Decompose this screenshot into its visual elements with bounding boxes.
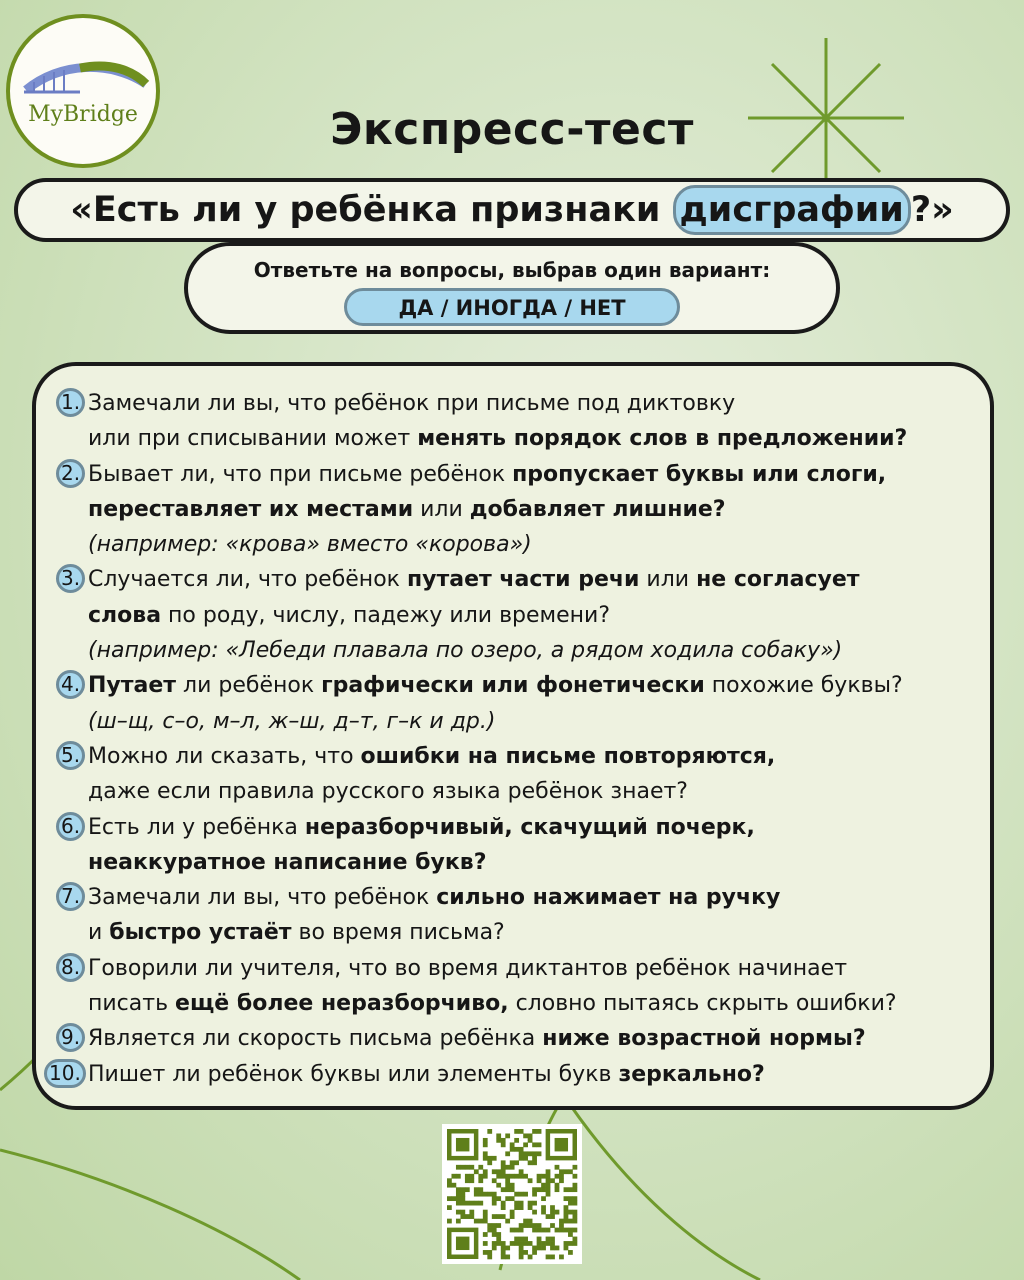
question-item: [56, 386, 978, 457]
question-text-bold: добавляет лишние?: [469, 496, 726, 522]
question-text-bold: графически или фонетически: [321, 673, 705, 699]
page-title: Экспресс-тест: [330, 104, 694, 155]
question-example: (например: «крова» вместо «корова»): [88, 532, 532, 558]
question-text-bold: ещё более неразборчиво,: [175, 991, 509, 1017]
question-number-badge: 1.: [56, 388, 85, 417]
question-text-bold: быстро устаёт: [109, 920, 292, 946]
answer-options-badge: ДА / ИНОГДА / НЕТ: [344, 288, 680, 326]
instructions-text: Ответьте на вопросы, выбрав один вариант:: [253, 258, 771, 282]
question-item: [56, 562, 978, 668]
questions-list: [32, 362, 994, 1110]
question-text-bold: зеркально?: [618, 1061, 765, 1087]
question-number-badge: 10.: [44, 1059, 86, 1088]
question-item: [56, 457, 978, 563]
question-text: Есть ли у ребёнка: [88, 814, 305, 840]
question-line: [88, 527, 978, 562]
question-line: [88, 668, 978, 703]
bridge-logo-icon: [20, 58, 150, 104]
question-text: даже если правила русского языка ребёнок знает?: [88, 779, 688, 805]
question-item: [49, 1057, 978, 1092]
question-text: похожие буквы?: [704, 673, 903, 699]
question-number-badge: 3.: [56, 564, 85, 593]
question-number-badge: 8.: [56, 953, 85, 982]
question-text-bold: Путает: [88, 673, 177, 699]
question-text: во время письма?: [291, 920, 505, 946]
question-text: Говорили ли учителя, что во время диктантов ребёнок начинает: [88, 955, 848, 981]
question-line: [88, 739, 978, 774]
question-item: [56, 1021, 978, 1056]
question-text-bold: неаккуратное написание букв?: [88, 849, 487, 875]
question-text: Случается ли, что ребёнок: [88, 567, 407, 593]
question-text-bold: ошибки на письме повторяются,: [360, 743, 776, 769]
question-text-bold: путает части речи: [406, 567, 640, 593]
question-text: или при списывании может: [88, 426, 418, 452]
question-line: [88, 598, 978, 633]
question-text: Замечали ли вы, что ребёнок при письме под диктовку: [88, 391, 736, 416]
question-line: [88, 915, 978, 950]
question-text-bold: ниже возрастной нормы?: [542, 1026, 866, 1052]
question-text: по роду, числу, падежу или времени?: [161, 602, 611, 628]
instructions-box: [184, 242, 840, 334]
question-line: [88, 845, 978, 880]
question-line: [88, 810, 978, 845]
question-text: словно пытаясь скрыть ошибки?: [508, 991, 897, 1017]
question-text: или: [413, 496, 470, 522]
subtitle-text: «Есть ли у ребёнка признаки: [70, 190, 673, 230]
question-item: [56, 951, 978, 1022]
question-text: Является ли скорость письма ребёнка: [88, 1026, 543, 1052]
question-line: [88, 774, 978, 809]
question-item: [56, 668, 978, 739]
question-text-bold: пропускает буквы или слоги,: [512, 461, 887, 487]
question-text: или: [639, 567, 697, 593]
question-text-bold: слова: [88, 602, 162, 628]
question-text: ли ребёнок: [176, 673, 322, 699]
question-line: [88, 562, 978, 597]
question-line: [88, 880, 978, 915]
question-example: (ш–щ, с–о, м–л, ж–ш, д–т, г–к и др.): [88, 708, 496, 734]
question-number-badge: 4.: [56, 670, 85, 699]
question-line: [88, 1021, 978, 1056]
question-text-bold: неразборчивый, скачущий почерк,: [304, 814, 755, 840]
question-text-bold: не согласует: [696, 567, 860, 593]
subtitle-highlight: дисграфии: [673, 185, 911, 235]
question-number-badge: 5.: [56, 741, 85, 770]
subtitle-end: ?»: [910, 190, 954, 230]
question-example: (например: «Лебеди плавала по озеро, а рядом ходила собаку»): [88, 638, 843, 664]
question-text: Бывает ли, что при письме ребёнок: [88, 461, 513, 487]
question-line: [88, 457, 978, 492]
question-text-bold: сильно нажимает на ручку: [436, 885, 781, 911]
question-text: Замечали ли вы, что ребёнок: [88, 885, 437, 911]
question-item: [56, 739, 978, 810]
question-line: [88, 704, 978, 739]
logo-text: MyBridge: [28, 102, 138, 127]
question-number-badge: 6.: [56, 812, 85, 841]
question-line: [88, 633, 978, 668]
qr-code[interactable]: [442, 1124, 582, 1264]
question-text: Пишет ли ребёнок буквы или элементы букв: [88, 1061, 619, 1087]
question-line: [88, 951, 978, 986]
question-line: [88, 386, 978, 421]
question-item: [56, 810, 978, 881]
question-item: [56, 880, 978, 951]
question-number-badge: 7.: [56, 882, 85, 911]
question-text-bold: переставляет их местами: [88, 496, 414, 522]
question-text: писать: [88, 991, 176, 1017]
question-line: [88, 421, 978, 456]
subtitle-banner: [14, 178, 1010, 242]
question-line: [88, 986, 978, 1021]
qr-code-icon: [442, 1124, 582, 1264]
question-number-badge: 9.: [56, 1023, 85, 1052]
question-line: [88, 1057, 978, 1092]
question-text-bold: менять порядок слов в предложении?: [417, 426, 908, 452]
question-text: Можно ли сказать, что: [88, 743, 361, 769]
question-line: [88, 492, 978, 527]
question-text: и: [88, 920, 110, 946]
question-number-badge: 2.: [56, 459, 85, 488]
